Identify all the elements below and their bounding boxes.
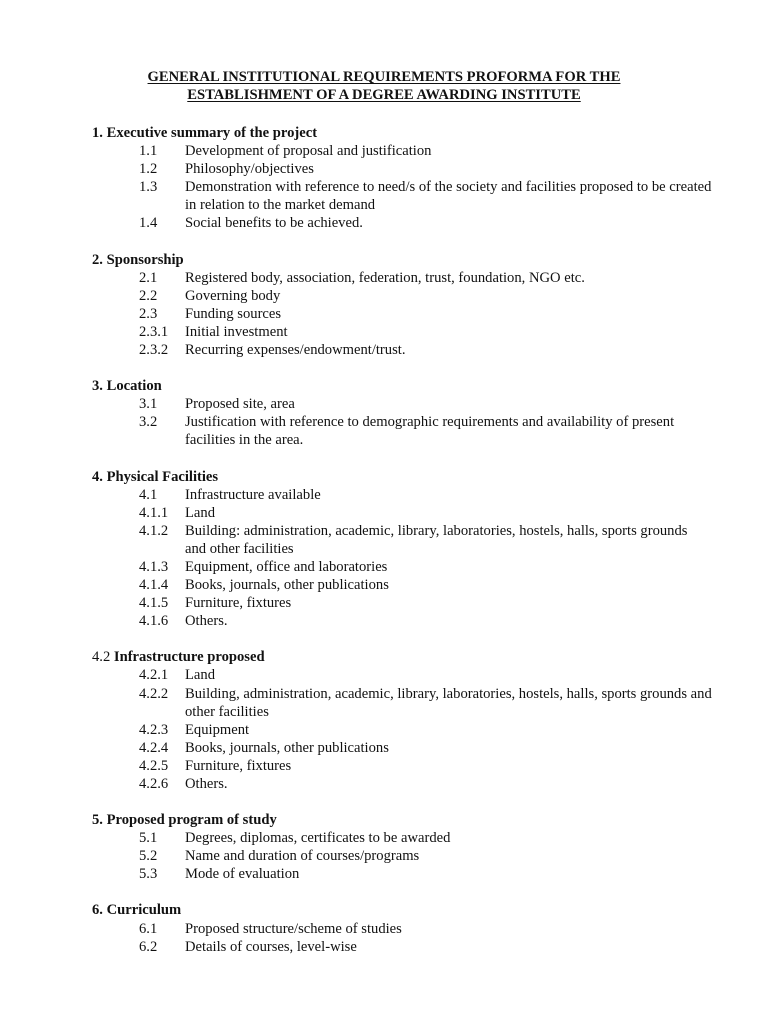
list-item: 5.2 Name and duration of courses/programs <box>139 848 420 865</box>
section-heading: 2. Sponsorship <box>92 251 184 268</box>
list-item: 1.4 Social benefits to be achieved. <box>139 215 363 232</box>
list-item: 2.3 Funding sources <box>139 305 282 322</box>
list-item: 1.3 Demonstration with reference to need/s of the society and facilities proposed to be created in relation to the market demand <box>139 179 712 214</box>
list-item: 4.1 Infrastructure available <box>139 486 321 503</box>
list-item: 4.1.4 Books, journals, other publications <box>139 577 389 594</box>
section-heading: 4. Physical Facilities <box>92 468 219 485</box>
list-item: 1.2 Philosophy/objectives <box>139 161 314 178</box>
section-heading: 1. Executive summary of the project <box>92 125 318 141</box>
list-item: 4.2.3 Equipment <box>139 721 250 738</box>
title-line-2: ESTABLISHMENT OF A DEGREE AWARDING INSTITUTE <box>187 87 581 104</box>
list-item: 4.1.2 Building: administration, academic, library, laboratories, hostels, halls, sports grounds and other facilities <box>139 522 688 557</box>
list-item: 6.2 Details of courses, level-wise <box>139 938 357 955</box>
list-item: 4.1.6 Others. <box>139 613 228 630</box>
section-physical-facilities <box>92 468 712 631</box>
list-item: 2.2 Governing body <box>139 287 281 304</box>
section-heading: 6. Curriculum <box>92 902 182 919</box>
list-item: 2.3.1 Initial investment <box>139 323 288 340</box>
list-item: 3.2 Justification with reference to demographic requirements and availability of present facilities in the area. <box>139 414 675 449</box>
list-item: 4.1.3 Equipment, office and laboratories <box>139 558 388 575</box>
list-item: 5.3 Mode of evaluation <box>139 866 300 883</box>
list-item: 5.1 Degrees, diplomas, certificates to be awarded <box>139 830 451 847</box>
section-heading: 3. Location <box>92 378 162 395</box>
section-heading: 5. Proposed program of study <box>92 812 277 829</box>
list-item: 4.2.5 Furniture, fixtures <box>139 757 292 774</box>
list-item: 2.3.2 Recurring expenses/endowment/trust. <box>139 342 406 359</box>
section-infrastructure-proposed <box>92 648 712 793</box>
section-proposed-program <box>92 811 712 883</box>
list-item: 4.2.1 Land <box>139 667 215 684</box>
list-item: 4.1.5 Furniture, fixtures <box>139 595 292 612</box>
list-item: 4.2.2 Building, administration, academic, library, laboratories, hostels, halls, sports grounds and other facilities <box>139 685 712 720</box>
section-executive-summary <box>92 124 712 233</box>
document-title <box>0 68 768 105</box>
section-location <box>92 377 712 449</box>
section-curriculum <box>92 901 712 955</box>
list-item: 4.1.1 Land <box>139 504 215 521</box>
document-body <box>92 124 712 974</box>
list-item: 2.1 Registered body, association, federation, trust, foundation, NGO etc. <box>139 269 585 286</box>
section-heading: 4.2 Infrastructure proposed <box>92 649 265 666</box>
list-item: 4.2.6 Others. <box>139 776 228 792</box>
section-sponsorship <box>92 251 712 360</box>
title-line-1: GENERAL INSTITUTIONAL REQUIREMENTS PROFORMA FOR THE <box>147 69 621 85</box>
list-item: 4.2.4 Books, journals, other publications <box>139 739 389 756</box>
list-item: 6.1 Proposed structure/scheme of studies <box>139 920 402 937</box>
list-item: 3.1 Proposed site, area <box>139 396 295 413</box>
list-item: 1.1 Development of proposal and justification <box>139 143 432 160</box>
